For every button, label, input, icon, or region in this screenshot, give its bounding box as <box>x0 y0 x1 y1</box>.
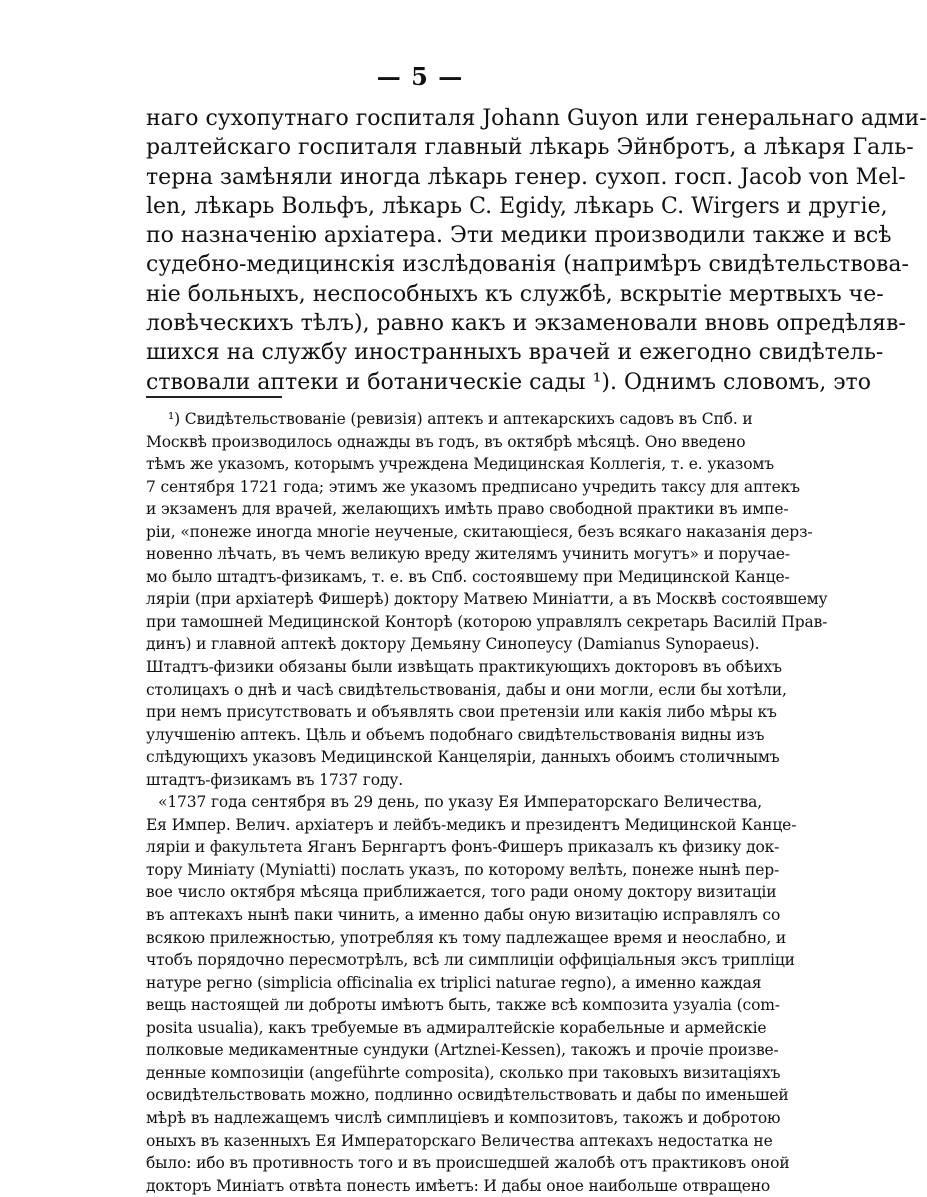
main-text-line: ловѣческихъ тѣлъ), равно какъ и экзаменовали вновь опредѣляв- <box>146 311 906 337</box>
footnote-line: при тамошней Медицинской Конторѣ (которою управлялъ секретарь Василій Прав- <box>146 612 828 631</box>
footnote-line: слѣдующихъ указовъ Медицинской Канцеляріи, данныхъ обоимъ столичнымъ <box>146 748 780 767</box>
footnote-line: «1737 года сентября въ 29 день, по указу Ея Императорскаго Величества, <box>158 793 763 812</box>
main-text-line: судебно-медицинскія изслѣдованія (напримѣръ свидѣтельствова- <box>146 252 909 278</box>
footnote-line: улучшенію аптекъ. Цѣль и объемъ подобнаго свидѣтельствованія видны изъ <box>146 725 765 744</box>
footnote-line: тору Миніату (Myniatti) послать указъ, по которому велѣть, понеже нынѣ пер- <box>146 860 780 879</box>
footnote-line: столицахъ о днѣ и часѣ свидѣтельствованія, дабы и они могли, если бы хотѣли, <box>146 680 787 699</box>
main-text-line: наго сухопутнаго госпиталя Johann Guyon или генеральнаго адми- <box>146 106 927 131</box>
footnote-line: ¹) Свидѣтельствованіе (ревизія) аптекъ и аптекарскихъ садовъ въ Спб. и <box>168 410 753 428</box>
footnote-line: въ аптекахъ нынѣ паки чинить, а именно дабы оную визитацію исправлялъ со <box>146 906 781 925</box>
footnote-line: ляріи (при архіатерѣ Фишерѣ) доктору Матвею Миніатти, а въ Москвѣ состоявшему <box>146 590 828 609</box>
footnote-line: вещь настоящей ли доброты имѣютъ быть, также всѣ композита узуаліа (com- <box>146 996 780 1015</box>
footnote-line: динъ) и главной аптекѣ доктору Демьяну Синопеусу (Damianus Synopaeus). <box>146 635 760 654</box>
footnote-line: полковые медикаментные сундуки (Artznei-Kessen), такожъ и прочіе произве- <box>146 1041 779 1060</box>
footnote-line: ріи, «понеже иногда многіе неученые, скитающіеся, безъ всякаго наказанія дерз- <box>146 522 813 541</box>
footnote-line: Штадтъ-физики обязаны были извѣщать практикующихъ докторовъ въ обѣихъ <box>146 658 782 677</box>
main-text-line: терна замѣняли иногда лѣкарь генер. сухоп. госп. Jacob von Mel- <box>146 164 906 190</box>
page-number: — 5 — <box>376 62 464 91</box>
footnote-line: вое число октября мѣсяца приближается, того ради оному доктору визитаціи <box>146 883 777 902</box>
footnote-line: освидѣтельствовать можно, подлинно освидѣтельствовать и дабы по именьшей <box>146 1086 789 1105</box>
footnote-line: при немъ присутствовать и объявлять свои претензіи или какія либо мѣры къ <box>146 703 777 722</box>
footnote-line: Ея Импер. Велич. архіатеръ и лейбъ-медикъ и президентъ Медицинской Канце- <box>146 815 797 834</box>
footnote-line: новенно лѣчать, въ чемъ великую вреду жителямъ учинить могутъ» и поручае- <box>146 545 791 564</box>
footnote-line: чтобъ порядочно пересмотрѣлъ, всѣ ли симплиціи оффиціальныя эксъ трипліци <box>146 951 795 970</box>
footnote-line: posita usualia), какъ требуемые въ адмиралтейскіе корабельные и армейскіе <box>146 1018 767 1037</box>
footnote-line: было: ибо въ противность того и въ происшедшей жалобѣ отъ практиковъ оной <box>146 1154 790 1173</box>
main-text-line: шихся на службу иностранныхъ врачей и ежегодно свидѣтель- <box>146 340 884 366</box>
main-text-line: ствовали аптеки и ботаническіе сады ¹). Однимъ словомъ, это <box>146 369 871 395</box>
footnote-line: и экзаменъ для врачей, желающихъ имѣть право свободной практики въ импе- <box>146 500 789 519</box>
main-text-block <box>146 104 927 397</box>
footnote-line: денные композиціи (angeführte composita), сколько при таковыхъ визитаціяхъ <box>146 1063 781 1082</box>
main-text-line: ралтейскаго госпиталя главный лѣкарь Эйнбротъ, а лѣкаря Галь- <box>146 135 914 161</box>
footnote-line: тѣмъ же указомъ, которымъ учреждена Медицинская Коллегія, т. е. указомъ <box>146 455 775 474</box>
main-text-line: len, лѣкарь Вольфъ, лѣкарь C. Egidy, лѣкарь C. Wirgers и другіе, <box>146 193 888 219</box>
main-text-line: по назначенію архіатера. Эти медики производили также и всѣ <box>146 223 892 249</box>
main-text-line: ніе больныхъ, неспособныхъ къ службѣ, вскрытіе мертвыхъ че- <box>146 281 884 307</box>
footnote-line: докторъ Миніатъ отвѣта понесть имѣетъ: И дабы оное наибольше отвращено <box>146 1176 771 1195</box>
footnote-line: мѣрѣ въ надлежащемъ числѣ симплиціевъ и композитовъ, такожъ и добротою <box>146 1108 781 1127</box>
footnote-line: 7 сентября 1721 года; этимъ же указомъ предписано учредить таксу для аптекъ <box>146 477 800 496</box>
footnote-separator <box>146 396 282 398</box>
footnote-line: Москвѣ производилось однажды въ годъ, въ октябрѣ мѣсяцѣ. Оно введено <box>146 432 746 451</box>
footnote-line: мо было штадтъ-физикамъ, т. е. въ Спб. состоявшему при Медицинской Канце- <box>146 567 790 586</box>
footnote-line: оныхъ въ казенныхъ Ея Императорскаго Величества аптекахъ недостатка не <box>146 1131 773 1150</box>
footnotes-block <box>146 408 828 1197</box>
footnote-line: штадтъ-физикамъ въ 1737 году. <box>146 770 404 789</box>
footnote-line: всякою прилежностью, употребляя къ тому падлежащее время и неослабно, и <box>146 928 787 947</box>
footnote-line: ляріи и факультета Яганъ Бернгартъ фонъ-Фишеръ приказалъ къ физику док- <box>146 838 780 857</box>
footnote-line: натуре регно (simplicia officinalia ex triplici naturae regno), а именно каждая <box>146 973 762 992</box>
